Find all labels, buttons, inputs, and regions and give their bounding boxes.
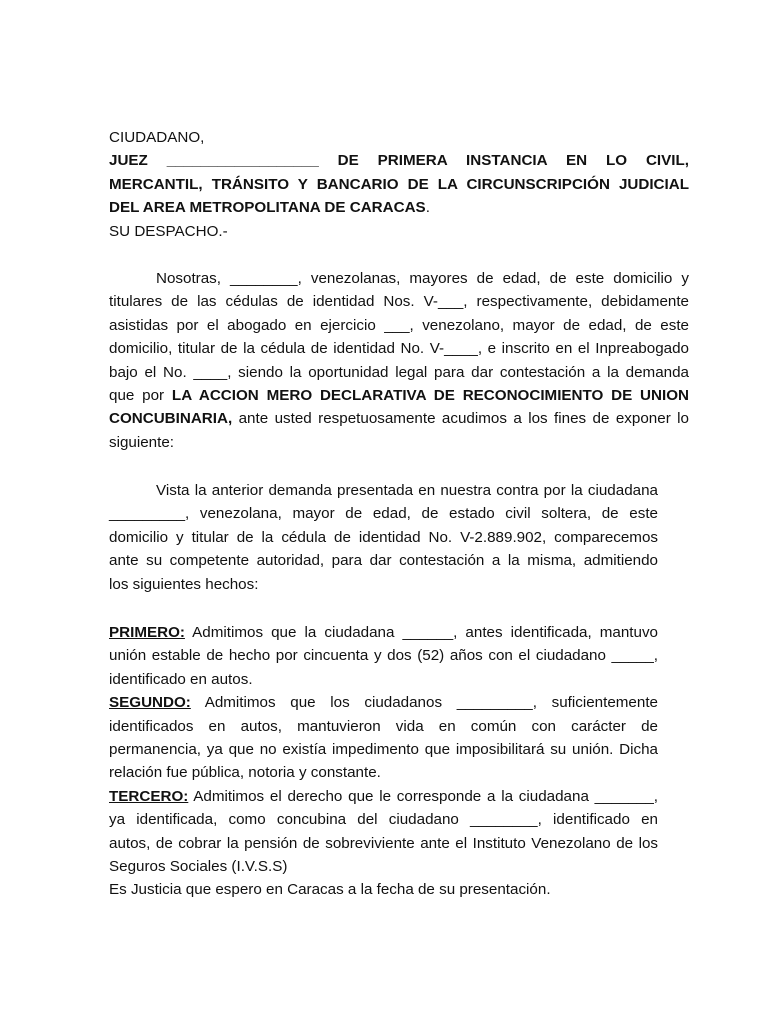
tercero-text: Admitimos el derecho que le corresponde a la ciudadana _______, [188, 787, 658, 805]
facts-line: domicilio y titular de la cédula de identidad No. V-2.889.902, comparecemos [109, 528, 658, 546]
admissions-section [109, 621, 658, 902]
facts-line: Vista la anterior demanda presentada en nuestra contra por la ciudadana [156, 482, 658, 499]
action-title-end: CONCUBINARIA, [109, 410, 233, 428]
intro-paragraph [109, 267, 689, 454]
primero-text: Admitimos que la ciudadana ______, antes identificada, mantuvo [184, 624, 658, 641]
jurisdiction-text: DEL AREA METROPOLITANA DE CARACAS [109, 199, 426, 217]
tercero-line: ya identificada, como concubina del ciudadano ________, identificado en [109, 811, 658, 829]
primero-line: identificado en autos. [109, 670, 253, 688]
jurisdiction-line [109, 196, 689, 219]
segundo-text: Admitimos que los ciudadanos _________, suficientemente [190, 694, 658, 712]
closing-line: Es Justicia que espero en Caracas a la fecha de su presentación. [109, 881, 551, 899]
intro-line: siguiente: [109, 433, 175, 451]
primero-label: PRIMERO: [109, 624, 185, 641]
intro-text: que por [109, 386, 172, 404]
action-title: LA ACCION MERO DECLARATIVA DE RECONOCIMIENTO DE UNION [171, 386, 689, 404]
addressee-block [109, 126, 689, 243]
jurisdiction-period: . [425, 199, 430, 217]
intro-line: titulares de las cédulas de identidad Nos. V-___, respectivamente, debidamente [109, 293, 689, 311]
segundo-line: relación fue pública, notoria y constante. [109, 764, 381, 782]
primero-line [109, 621, 658, 644]
intro-line: asistidas por el abogado en ejercicio ___, venezolano, mayor de edad, de este [109, 316, 689, 334]
su-despacho: SU DESPACHO.- [109, 222, 228, 240]
facts-line: los siguientes hechos: [109, 575, 259, 593]
segundo-label: SEGUNDO: [109, 694, 191, 712]
tercero-label: TERCERO: [109, 787, 189, 805]
facts-line: _________, venezolana, mayor de edad, de estado civil soltera, de este [109, 505, 658, 523]
primero-line: unión estable de hecho por cincuenta y dos (52) años con el ciudadano _____, [109, 647, 658, 665]
segundo-line: identificados en autos, mantuvieron vida en común con carácter de [109, 717, 658, 735]
salutation: CIUDADANO, [109, 129, 205, 146]
intro-line: domicilio, titular de la cédula de identidad No. V-____, e inscrito en el Inpreabogado [109, 340, 689, 358]
tercero-line: autos, de cobrar la pensión de sobreviviente ante el Instituto Venezolano de los [109, 834, 658, 852]
intro-line: Nosotras, ________, venezolanas, mayores de edad, de este domicilio y [156, 270, 689, 287]
tercero-line: Seguros Sociales (I.V.S.S) [109, 857, 288, 875]
tercero-line [109, 785, 658, 808]
intro-text: ante usted respetuosamente acudimos a los fines de exponer lo [232, 410, 689, 428]
intro-line [109, 407, 689, 430]
facts-line: ante su competente autoridad, para dar contestación a la misma, admitiendo [109, 552, 658, 570]
facts-paragraph [109, 479, 658, 596]
segundo-line: permanencia, ya que no existía impedimento que imposibilitará su unión. Dicha [109, 740, 658, 758]
court-line: MERCANTIL, TRÁNSITO Y BANCARIO DE LA CIRCUNSCRIPCIÓN JUDICIAL [109, 175, 689, 193]
judge-line: JUEZ __________________ DE PRIMERA INSTANCIA EN LO CIVIL, [109, 152, 689, 170]
intro-line [109, 384, 689, 407]
segundo-line [109, 691, 658, 714]
intro-line: bajo el No. ____, siendo la oportunidad legal para dar contestación a la demanda [109, 363, 689, 381]
